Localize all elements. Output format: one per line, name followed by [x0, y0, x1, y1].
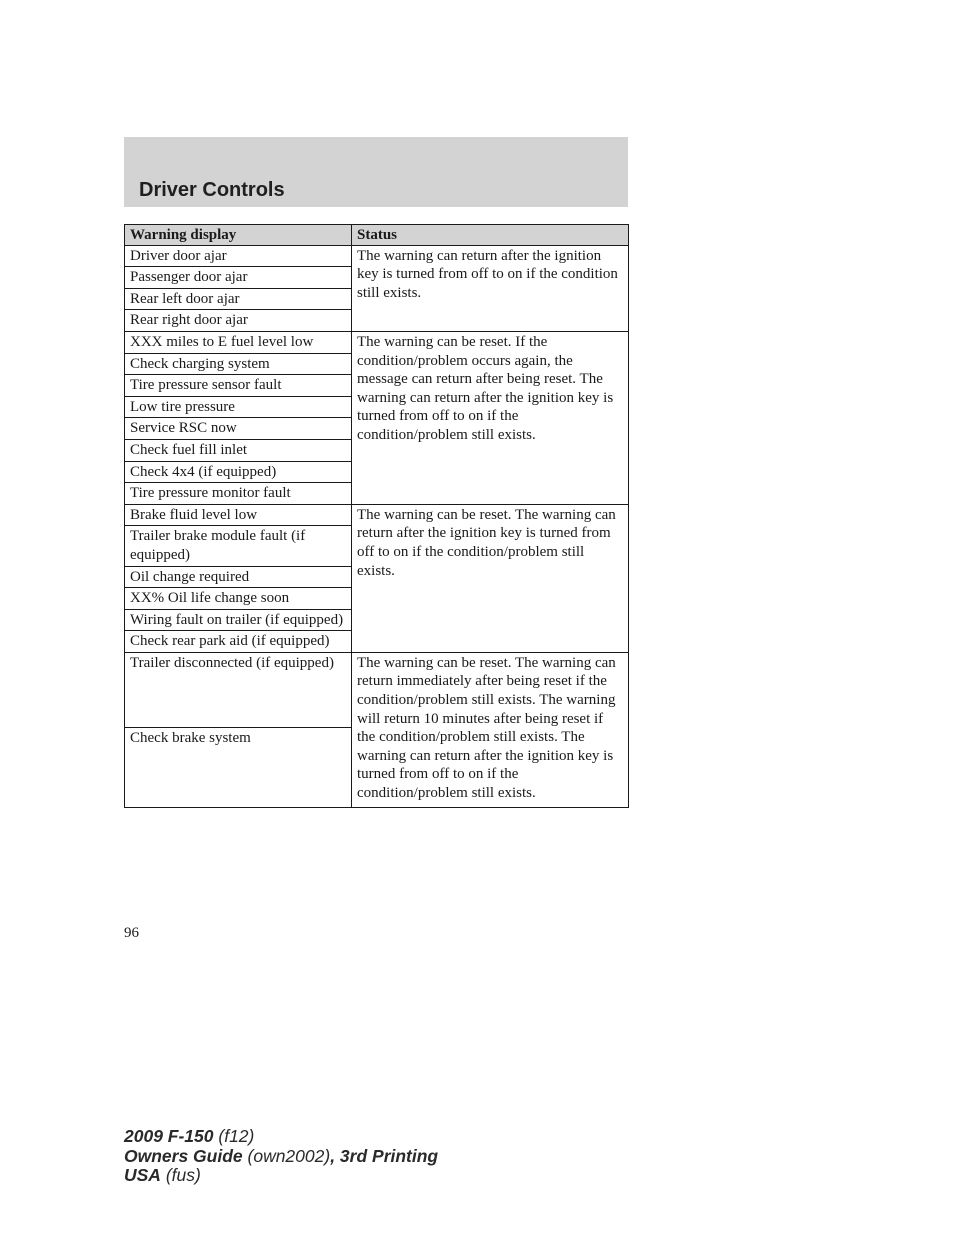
warning-display-cell: Passenger door ajar [125, 267, 352, 289]
warning-display-cell: Wiring fault on trailer (if equipped) [125, 609, 352, 631]
footer-line-market [124, 1166, 438, 1186]
section-title: Driver Controls [139, 179, 285, 201]
footer-model-code: (f12) [213, 1126, 255, 1146]
warning-display-cell: Driver door ajar [125, 245, 352, 267]
status-cell: The warning can return after the ignition key is turned from off to on if the condition still exists. [352, 245, 629, 331]
warning-display-cell: Low tire pressure [125, 396, 352, 418]
warning-display-cell: Tire pressure monitor fault [125, 483, 352, 505]
status-cell: The warning can be reset. The warning can return immediately after being reset if the condition/problem still exists. The warning will return 10 minutes after being reset if the condition/problem still exists. The warning can return after the ignition key is turned from off to on if the condition/problem still exists. [352, 652, 629, 807]
warning-display-cell: Check rear park aid (if equipped) [125, 631, 352, 653]
footer-line-guide [124, 1147, 438, 1167]
warning-display-cell: XX% Oil life change soon [125, 588, 352, 610]
footer-printing: , 3rd Printing [330, 1145, 439, 1166]
warning-display-cell: Tire pressure sensor fault [125, 375, 352, 397]
section-header-band [124, 137, 628, 207]
warning-display-cell: Check brake system [125, 727, 352, 807]
warning-display-cell: Brake fluid level low [125, 504, 352, 526]
warning-display-cell: Check fuel fill inlet [125, 439, 352, 461]
table-row [125, 331, 629, 353]
table-row [125, 652, 629, 727]
footer-model-year: 2009 F-150 [124, 1126, 214, 1146]
page-number: 96 [124, 925, 139, 941]
warning-messages-table [124, 224, 629, 808]
footer-imprint [124, 1127, 438, 1186]
table-row [125, 504, 629, 526]
footer-guide-code: (own2002) [242, 1145, 331, 1166]
column-header-warning-display: Warning display [125, 225, 352, 246]
warning-display-cell: Trailer brake module fault (if equipped) [125, 526, 352, 566]
status-cell: The warning can be reset. If the condition/problem occurs again, the message can return after being reset. The warning can return after the ignition key is turned from off to on if the condition/problem still exists. [352, 331, 629, 504]
table-header-row [125, 225, 629, 246]
footer-market: USA [124, 1165, 161, 1185]
warning-display-cell: Rear left door ajar [125, 288, 352, 310]
footer-market-code: (fus) [160, 1165, 201, 1185]
warning-display-cell: Rear right door ajar [125, 310, 352, 332]
warning-display-cell: Service RSC now [125, 418, 352, 440]
status-cell: The warning can be reset. The warning can return after the ignition key is turned from off to on if the condition/problem still exists. [352, 504, 629, 652]
warning-display-cell: XXX miles to E fuel level low [125, 331, 352, 353]
table-row [125, 245, 629, 267]
warning-display-cell: Oil change required [125, 566, 352, 588]
footer-line-model [124, 1127, 438, 1147]
warning-display-cell: Check 4x4 (if equipped) [125, 461, 352, 483]
column-header-status: Status [352, 225, 629, 246]
footer-guide-title: Owners Guide [124, 1145, 243, 1166]
warning-display-cell: Trailer disconnected (if equipped) [125, 652, 352, 727]
warning-display-cell: Check charging system [125, 353, 352, 375]
